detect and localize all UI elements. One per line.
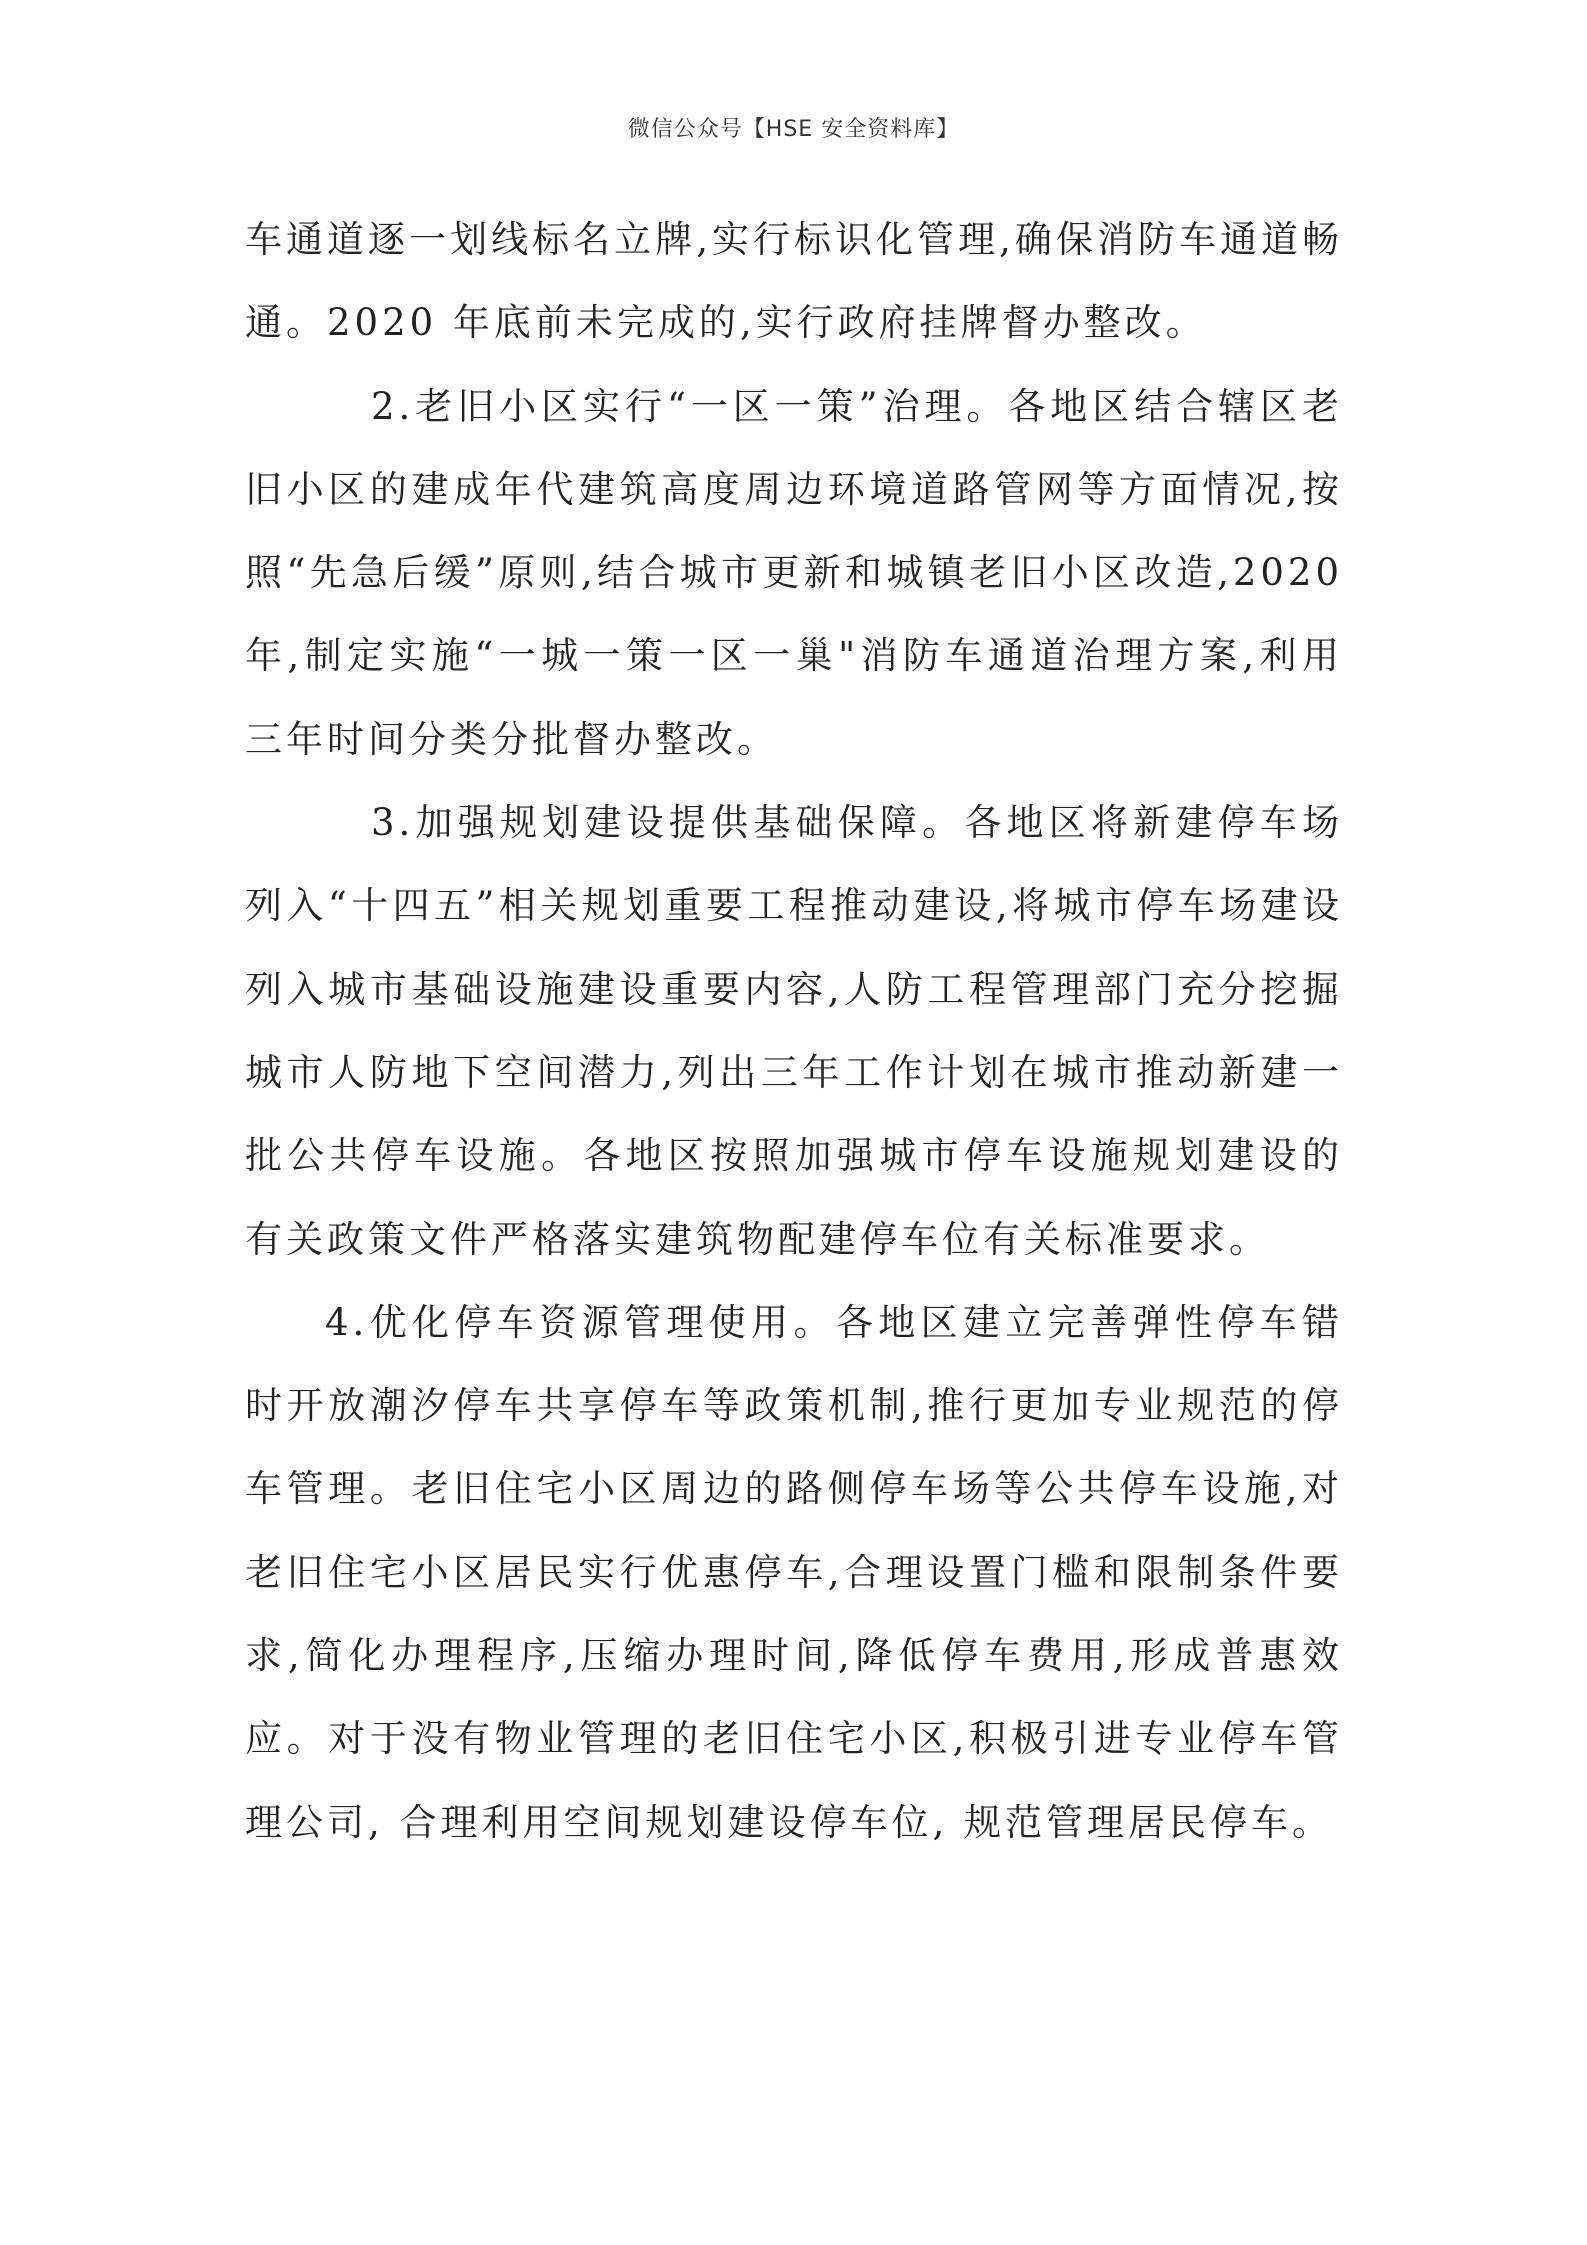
paragraph-item-4: 4.优化停车资源管理使用。各地区建立完善弹性停车错时开放潮汐停车共享停车等政策机制,推行更加专业规范的停车管理。老旧住宅小区周边的路侧停车场等公共停车设施,对老旧住宅小区居民实行优惠停车,合理设置门槛和限制条件要求,简化办理程序,压缩办理时间,降低停车费用,形成普惠效应。对于没有物业管理的老旧住宅小区,积极引进专业停车管理公司, 合理利用空间规划建设停车位, 规范管理居民停车。 xyxy=(245,1300,1343,1844)
page-header: 微信公众号【HSE 安全资料库】 xyxy=(627,117,960,142)
paragraph-item-2: 2.老旧小区实行“一区一策”治理。各地区结合辖区老旧小区的建成年代建筑高度周边环境道路管网等方面情况,按照“先急后缓”原则,结合城市更新和城镇老旧小区改造,2020 年,制定实施“一城一策一区一巢"消防车通道治理方案,利用三年时间分类分批督办整改。 xyxy=(245,384,1343,761)
document-body xyxy=(245,198,1343,1864)
paragraph-continuation: 车通道逐一划线标名立牌,实行标识化管理,确保消防车通道畅通。2020 年底前未完成的,实行政府挂牌督办整改。 xyxy=(245,218,1343,345)
paragraph-item-3: 3.加强规划建设提供基础保障。各地区将新建停车场列入“十四五”相关规划重要工程推动建设,将城市停车场建设列入城市基础设施建设重要内容,人防工程管理部门充分挖掘城市人防地下空间潜力,列出三年工作计划在城市推动新建一批公共停车设施。各地区按照加强城市停车设施规划建设的有关政策文件严格落实建筑物配建停车位有关标准要求。 xyxy=(245,801,1343,1261)
